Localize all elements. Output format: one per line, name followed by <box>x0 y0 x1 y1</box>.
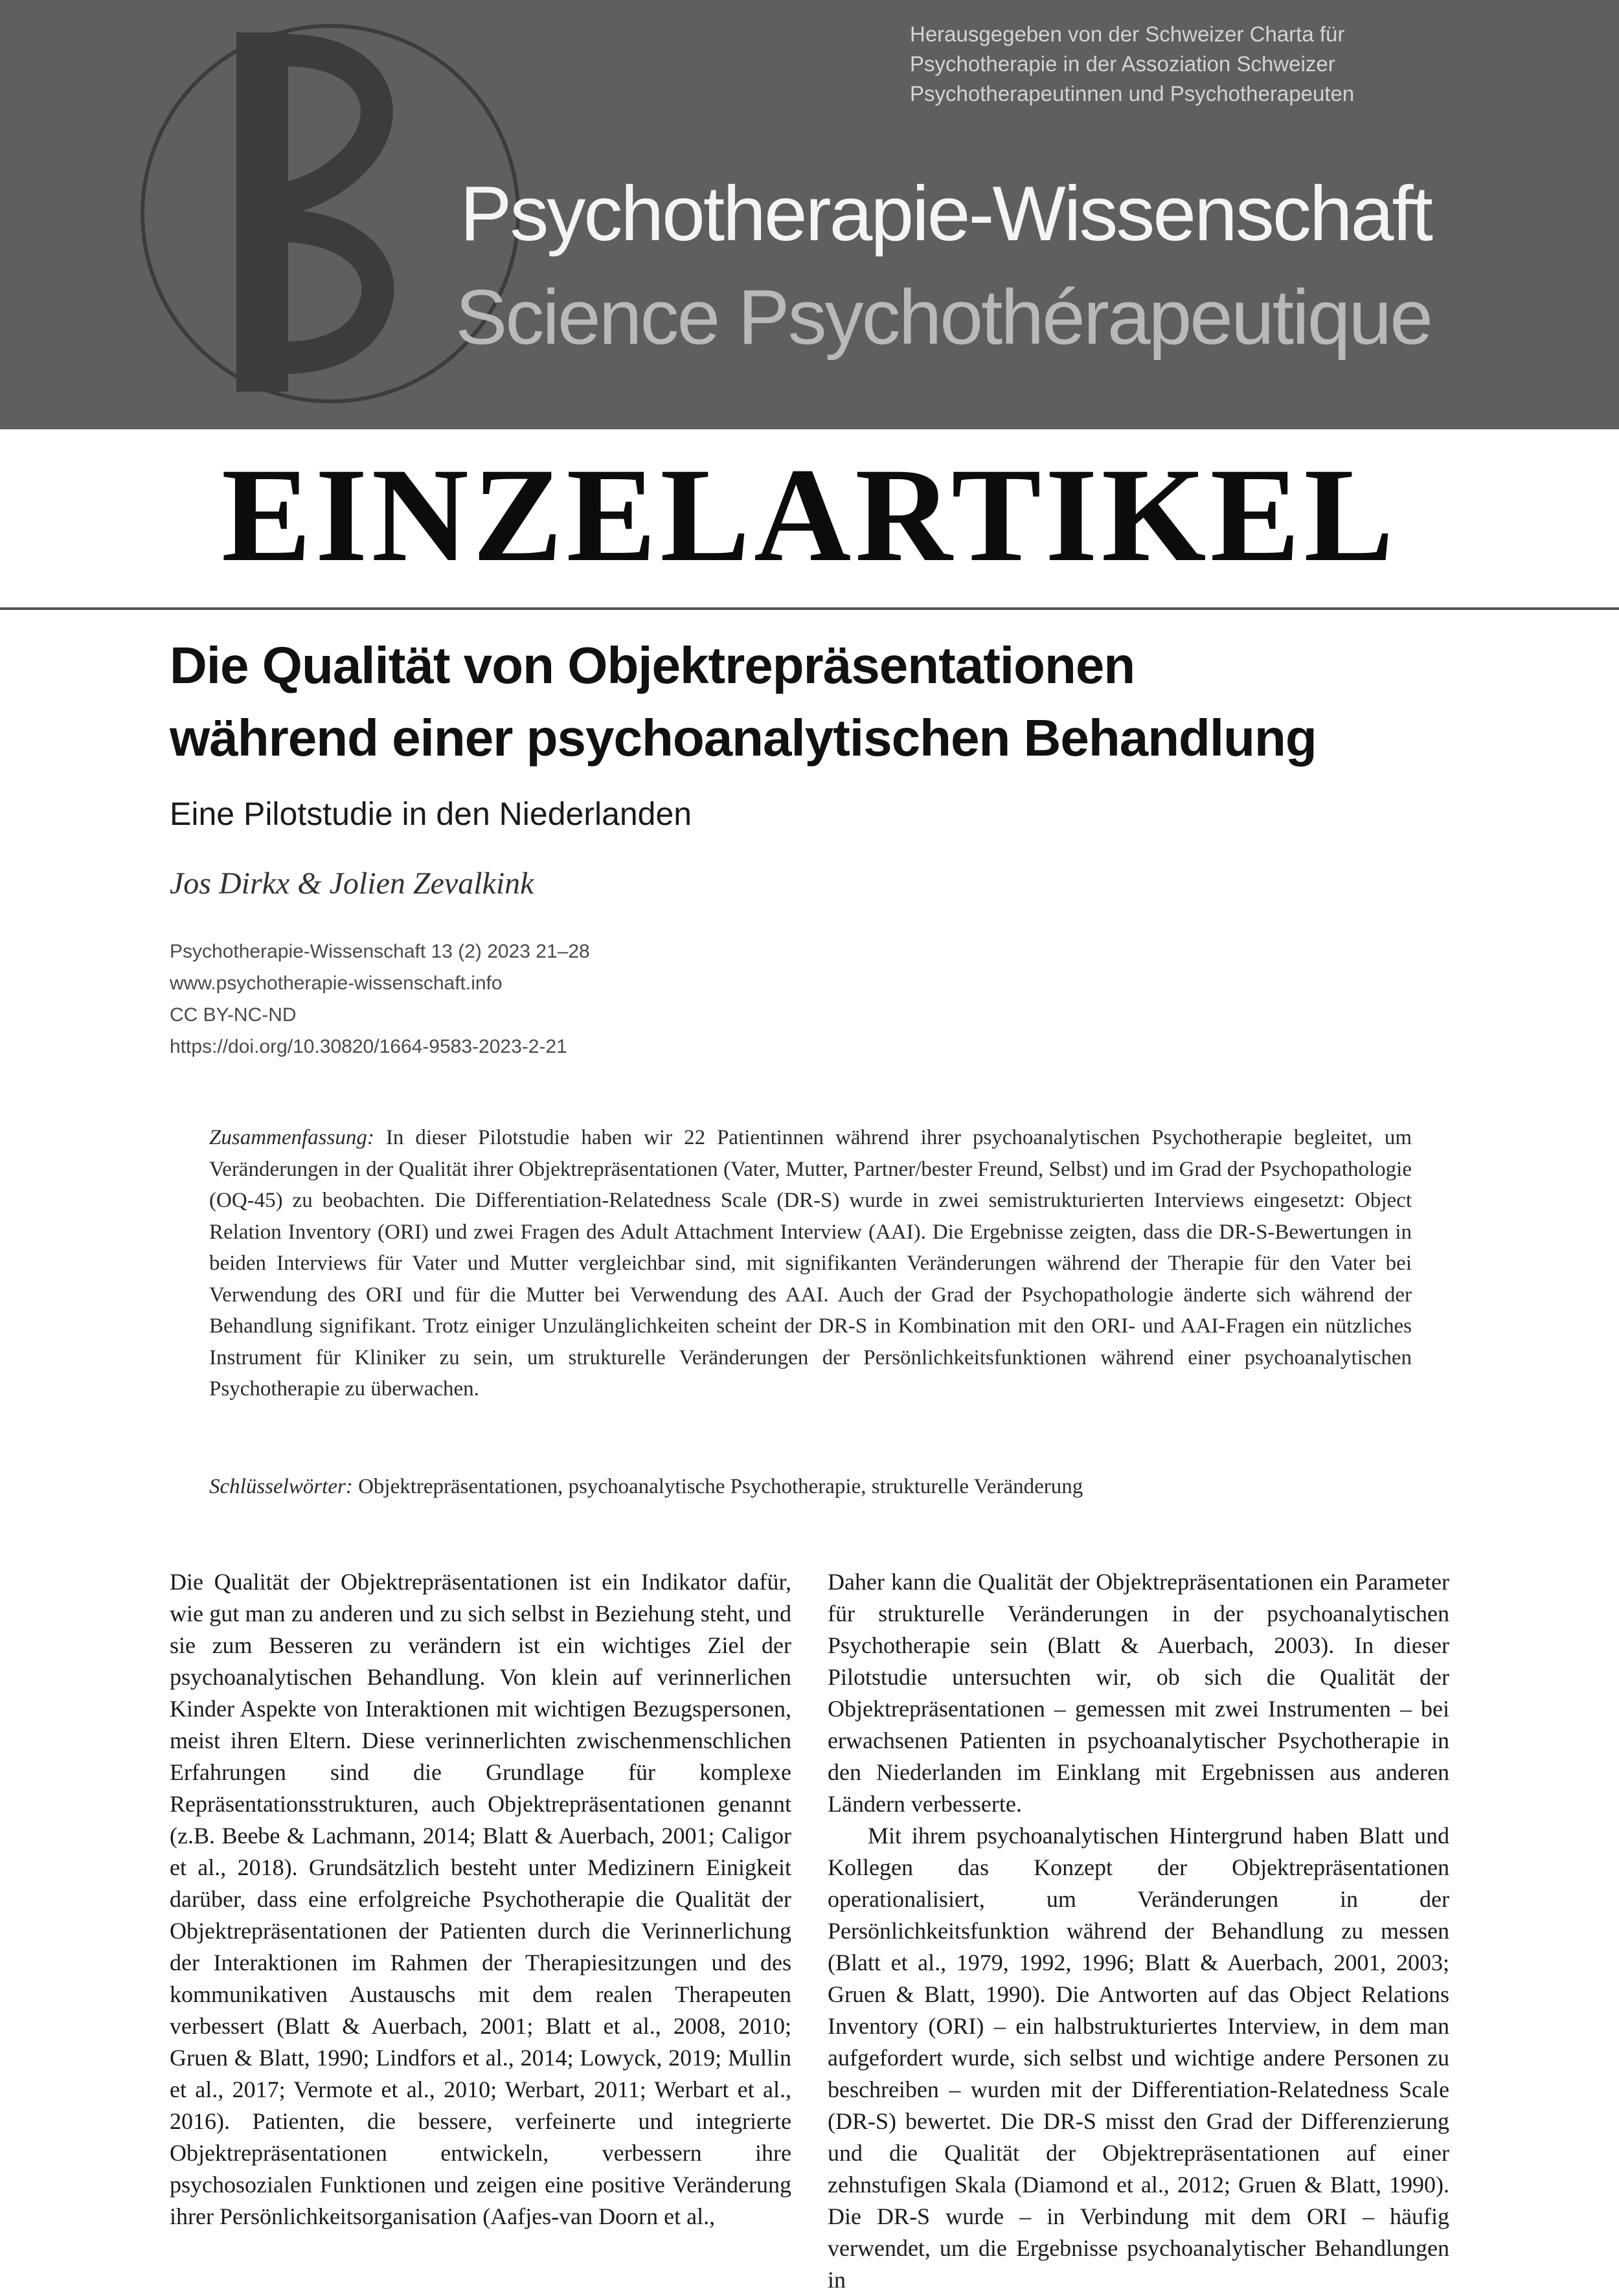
article-authors: Jos Dirkx & Jolien Zevalkink <box>170 866 534 901</box>
body-paragraph: Die Qualität der Objektrepräsentationen ist ein Indikator dafür, wie gut man zu anderen und zu sich selbst in Beziehung steht, und sie zum Besseren zu verändern ist ein wichtiges Ziel der psychoanalytischen Behandlung. Von klein auf verinnerlichen Kinder Aspekte von Interaktionen mit wichtigen Bezugspersonen, meist ihren Eltern. Diese verinnerlichten zwischenmenschlichen Erfahrungen sind die Grundlage für komplexe Repräsentationsstrukturen, auch Objektrepräsentationen genannt (z.B. Beebe & Lachmann, 2014; Blatt & Auerbach, 2001; Caligor et al., 2018). Grundsätzlich besteht unter Medizinern Einigkeit darüber, dass eine erfolgreiche Psychotherapie die Qualität der Objektrepräsentationen der Patienten durch die Verinnerlichung der Interaktionen im Rahmen der Therapiesitzungen und des kommunikativen Austauschs mit dem realen Therapeuten verbessert (Blatt & Auerbach, 2001; Blatt et al., 2008, 2010; Gruen & Blatt, 1990; Lindfors et al., 2014; Lowyck, 2019; Mullin et al., 2017; Vermote et al., 2010; Werbart, 2011; Werbart et al., 2016). Patienten, die bessere, verfeinerte und integrierte Objektrepräsentationen entwickeln, verbessern ihre psychosozialen Funktionen und zeigen eine positive Veränderung ihrer Persönlichkeitsorganisation (Aafjes-van Doorn et al., <box>170 1569 791 2229</box>
keywords-text: Objektrepräsentationen, psychoanalytische Psychotherapie, strukturelle Veränderung <box>358 1475 1083 1498</box>
body-paragraph: Mit ihrem psychoanalytischen Hintergrund haben Blatt und Kollegen das Konzept der Objektrepräsentationen operationalisiert, um Veränderungen in der Persönlichkeitsfunktion während der Behandlung zu messen (Blatt et al., 1979, 1992, 1996; Blatt & Auerbach, 2001, 2003; Gruen & Blatt, 1990). Die Antworten auf das Object Relations Inventory (ORI) – ein halbstrukturiertes Interview, in dem man aufgefordert wurde, sich selbst und wichtige andere Personen zu beschreiben – wurden mit der Differentiation-Relatedness Scale (DR-S) bewertet. Die DR-S misst den Grad der Differenzierung und die Qualität der Objektrepräsentationen auf einer zehnstufigen Skala (Diamond et al., 2012; Gruen & Blatt, 1990). Die DR-S wurde – in Verbindung mit dem ORI – häufig verwendet, um die Ergebnisse psychoanalytischer Behandlungen in <box>828 1823 1449 2293</box>
body-paragraph: Daher kann die Qualität der Objektrepräsentationen ein Parameter für strukturelle Veränderungen in der psychoanalytischen Psychotherapie sein (Blatt & Auerbach, 2003). In dieser Pilotstudie untersuchten wir, ob sich die Qualität der Objektrepräsentationen – gemessen mit zwei Instrumenten – bei erwachsenen Patienten in psychoanalytischer Psychotherapie in den Niederlanden im Einklang mit Ergebnissen aus anderen Ländern verbesserte. <box>828 1569 1449 1817</box>
publication-metadata <box>170 936 590 1063</box>
publisher-note-line: Herausgegeben von der Schweizer Charta für <box>910 22 1345 46</box>
keywords <box>209 1471 1412 1503</box>
abstract <box>209 1122 1412 1405</box>
journal-website-link[interactable]: www.psychotherapie-wissenschaft.info <box>170 973 503 994</box>
publisher-note <box>910 19 1590 109</box>
banner-divider <box>0 607 1619 610</box>
publisher-note-line: Psychotherapeutinnen und Psychotherapeuten <box>910 82 1355 106</box>
journal-header-band <box>0 0 1619 429</box>
doi-link[interactable]: https://doi.org/10.30820/1664-9583-2023-2-21 <box>170 1036 567 1057</box>
article-title <box>170 629 1465 774</box>
body-column-right <box>828 1566 1449 2296</box>
section-banner: EINZELARTIKEL <box>221 440 1398 589</box>
abstract-text: In dieser Pilotstudie haben wir 22 Patientinnen während ihrer psychoanalytischen Psychotherapie begleitet, um Veränderungen in der Qualität ihrer Objektrepräsentationen (Vater, Mutter, Partner/bester Freund, Selbst) und im Grad der Psychopathologie (OQ-45) zu beobachten. Die Differentiation-Relatedness Scale (DR-S) wurde in zwei semistrukturierten Interviews eingesetzt: Object Relation Inventory (ORI) und zwei Fragen des Adult Attachment Interview (AAI). Die Ergebnisse zeigten, dass die DR-S-Bewertungen in beiden Interviews für Vater und Mutter vergleichbar sind, mit signifikanten Veränderungen während der Therapie für den Vater bei Verwendung des ORI und für die Mutter bei Verwendung des AAI. Auch der Grad der Psychopathologie änderte sich während der Behandlung signifikant. Trotz einiger Unzulänglichkeiten scheint der DR-S in Kombination mit den ORI- und AAI-Fragen ein nützliches Instrument für Kliniker zu sein, um strukturelle Veränderungen der Persönlichkeitsfunktionen während einer psychoanalytischen Psychotherapie zu überwachen. <box>209 1126 1412 1401</box>
publisher-note-line: Psychotherapie in der Assoziation Schweizer <box>910 52 1335 76</box>
body-column-left <box>170 1566 791 2233</box>
article-subtitle: Eine Pilotstudie in den Niederlanden <box>170 796 692 832</box>
journal-title-german: Psychotherapie-Wissenschaft <box>460 170 1431 257</box>
article-title-line: Die Qualität von Objektrepräsentationen <box>170 636 1135 694</box>
article-title-line: während einer psychoanalytischen Behandlung <box>170 709 1317 767</box>
keywords-label: Schlüsselwörter: <box>209 1475 353 1498</box>
citation: Psychotherapie-Wissenschaft 13 (2) 2023 21–28 <box>170 941 590 962</box>
license: CC BY-NC-ND <box>170 1004 297 1026</box>
journal-title-french: Science Psychothérapeutique <box>455 274 1431 361</box>
abstract-label: Zusammenfassung: <box>209 1126 374 1149</box>
